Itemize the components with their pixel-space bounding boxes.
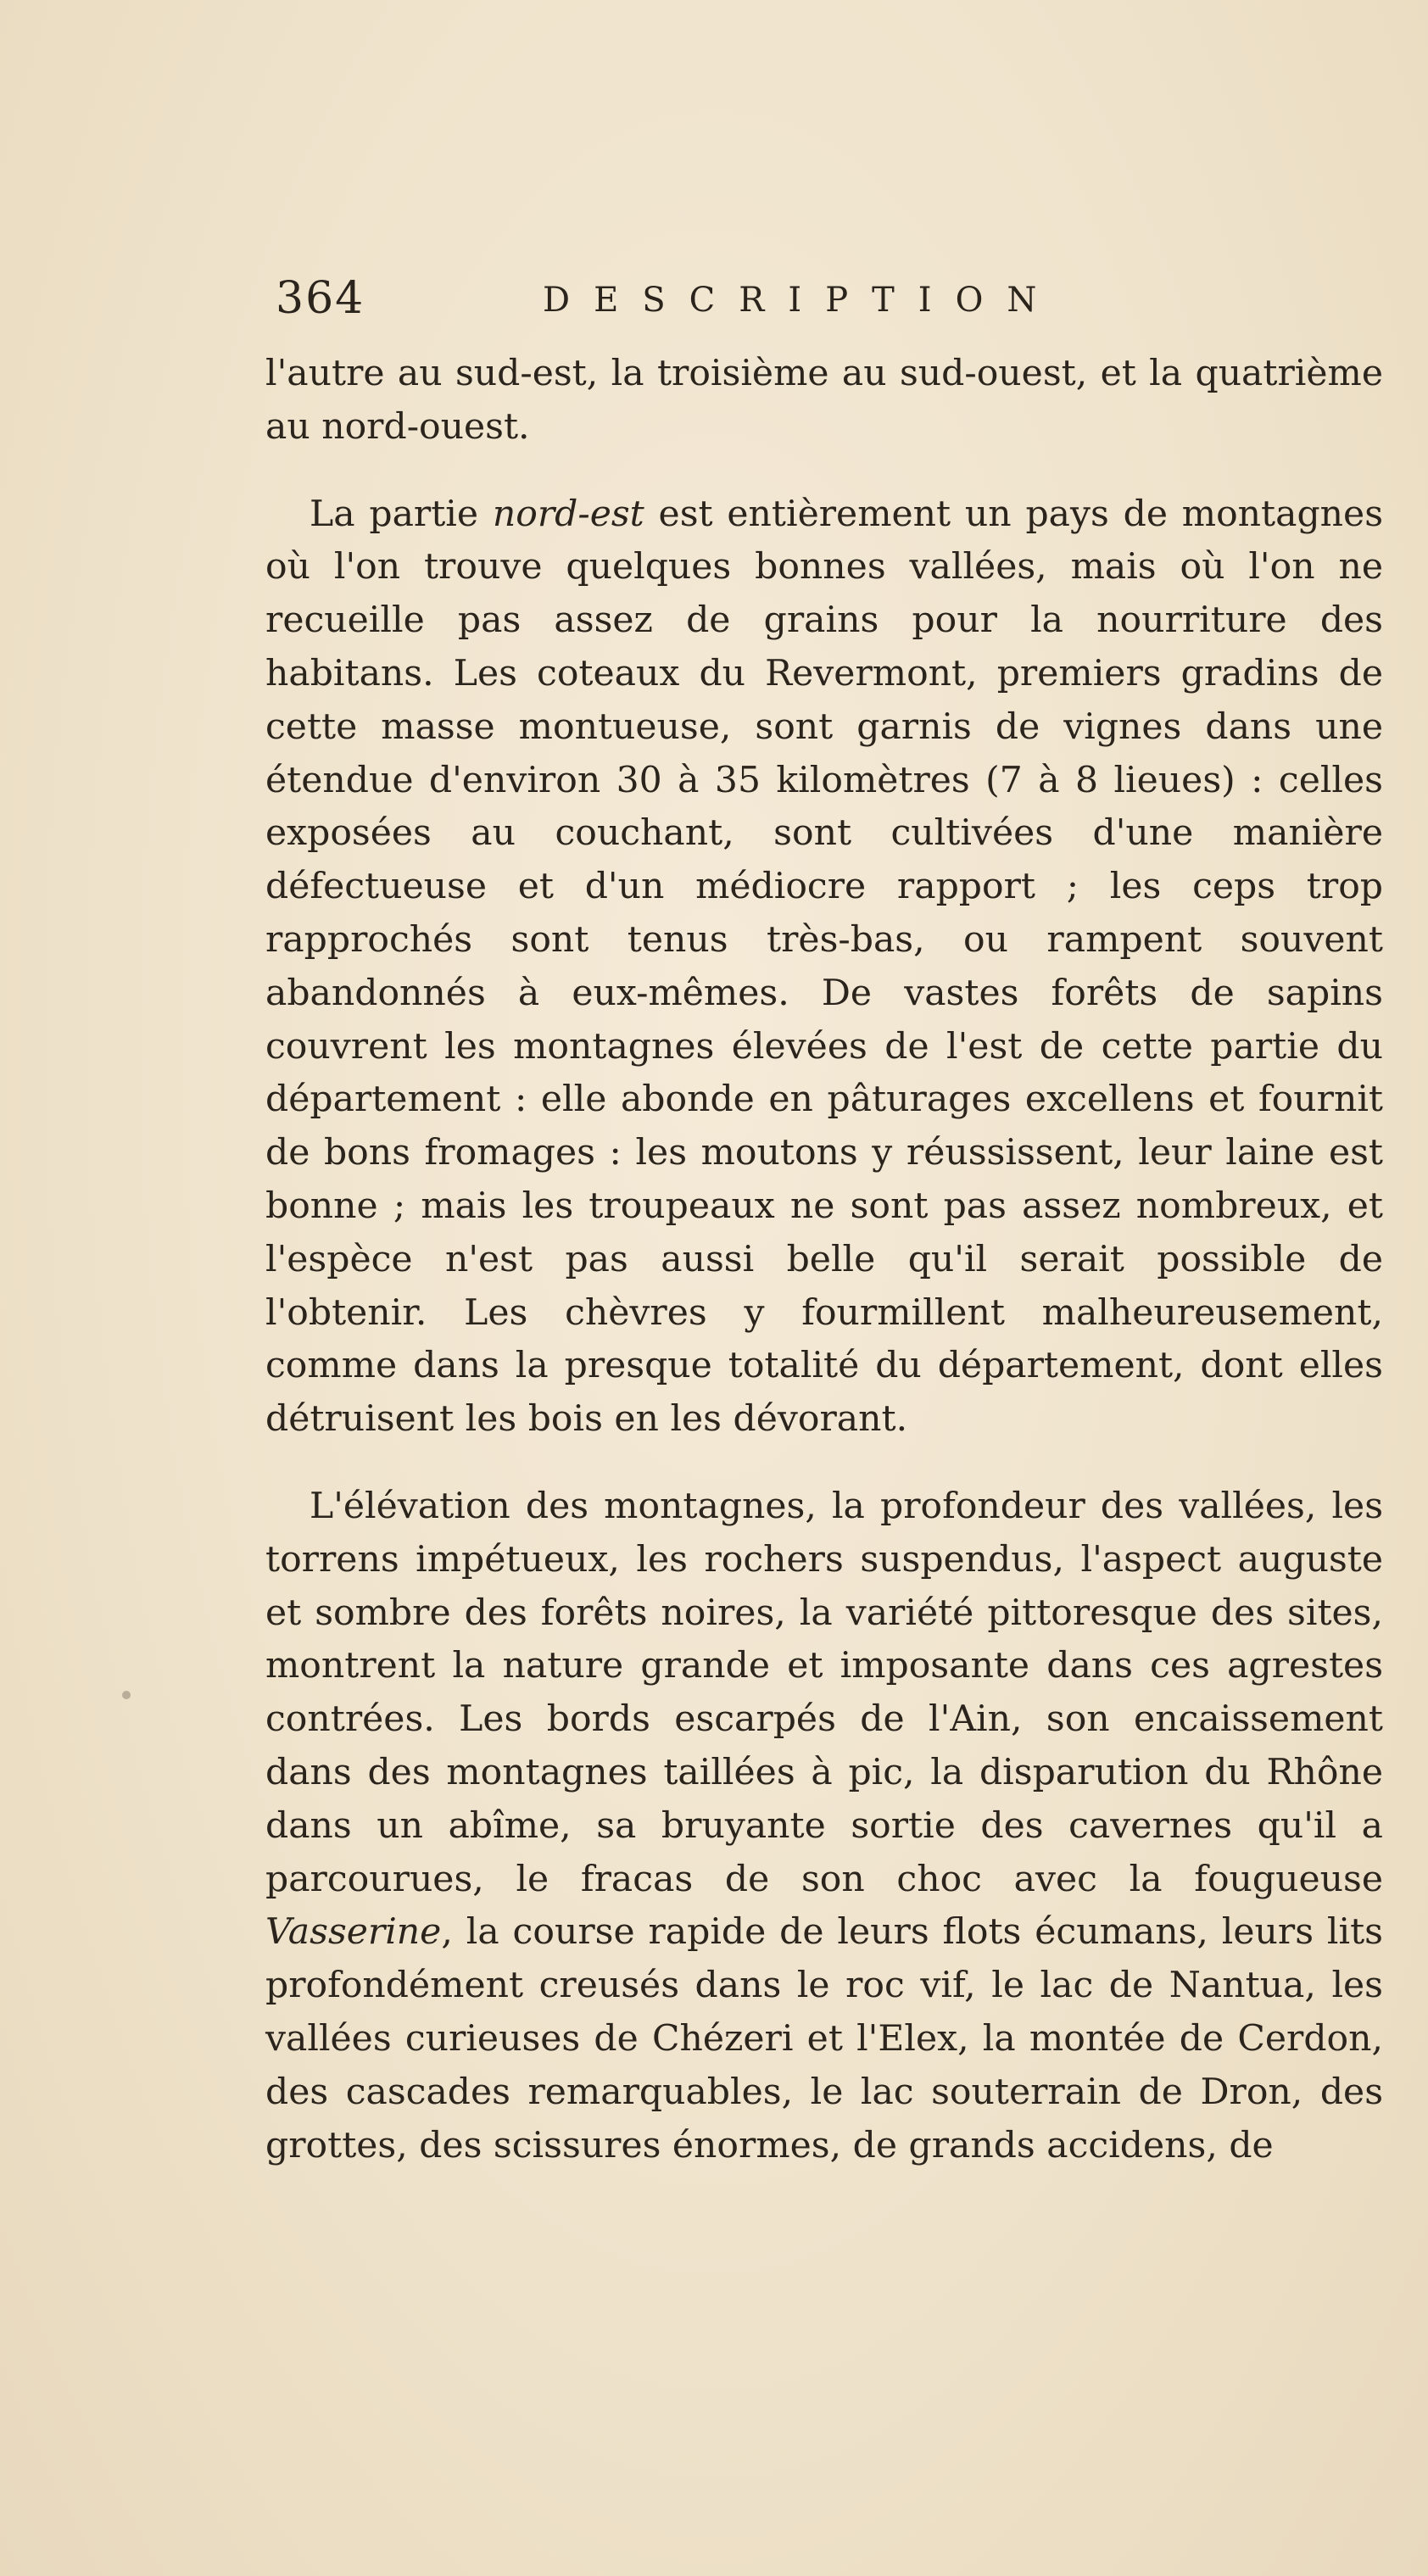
body-text — [265, 348, 1383, 2172]
ink-spot — [122, 1691, 131, 1699]
page-header — [276, 270, 1124, 329]
paragraph-text-before: La partie — [310, 493, 493, 535]
paragraph-text-before: L'élévation des montagnes, la profondeur des vallées, les torrens impétueux, les rochers suspendus, l'aspect auguste et sombre des forêts noires, la variété pittoresque des sites, montrent la nature grande et imposante dans ces agrestes contrées. Les bords escarpés de l'Ain, son encaissement dans des montagnes taillées à pic, la disparution du Rhône dans un abîme, sa bruyante sortie des cavernes qu'il a parcourues, le fracas de son choc avec la fougueuse — [265, 1485, 1383, 1900]
paragraph-nord-est — [265, 488, 1383, 1447]
running-title: DESCRIPTION — [543, 281, 1061, 320]
emphasis-vasserine: Vasserine — [265, 1911, 442, 1954]
paragraph-continuation — [265, 348, 1383, 454]
paragraph-text: l'autre au sud-est, la troisième au sud-ouest, et la quatrième au nord-ouest. — [265, 353, 1383, 448]
paragraph-elevation — [265, 1480, 1383, 2172]
page-number: 364 — [276, 273, 365, 324]
paragraph-text-after: , la course rapide de leurs flots écumans, leurs lits profondément creusés dans le roc vif, le lac de Nantua, les vallées curieuses de Chézeri et l'Elex, la montée de Cerdon, des cascades remarquables, le lac souterrain de Dron, des grottes, des scissures énormes, de grands accidens, de — [265, 1911, 1383, 2166]
paragraph-text-after: est entièrement un pays de montagnes où l'on trouve quelques bonnes vallées, mais où l'on ne recueille pas assez de grains pour la nourriture des habitans. Les coteaux du Revermont, premiers gradins de cette masse montueuse, sont garnis de vignes dans une étendue d'environ 30 à 35 kilomètres (7 à 8 lieues) : celles exposées au couchant, sont cultivées d'une manière défectueuse et d'un médiocre rapport ; les ceps trop rapprochés sont tenus très-bas, ou rampent souvent abandonnés à eux-mêmes. De vastes forêts de sapins couvrent les montagnes élevées de l'est de cette partie du département : elle abonde en pâturages excellens et fournit de bons fromages : les moutons y réussissent, leur laine est bonne ; mais les troupeaux ne sont pas assez nombreux, et l'espèce n'est pas aussi belle qu'il serait possible de l'obtenir. Les chèvres y fourmillent malheureusement, comme dans la presque totalité du département, dont elles détruisent les bois en les dévorant. — [265, 493, 1384, 1441]
emphasis-nord-est: nord-est — [492, 493, 644, 535]
